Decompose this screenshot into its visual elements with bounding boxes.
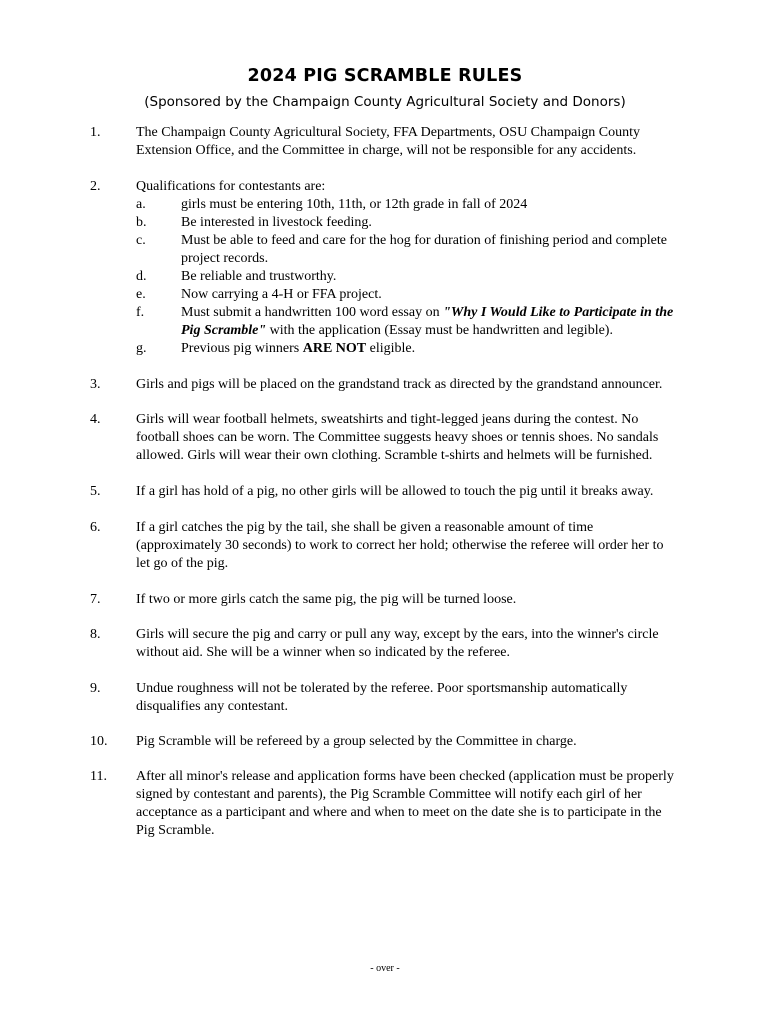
rule-number: 6. xyxy=(90,520,101,535)
rule-4 xyxy=(0,411,770,465)
rule-number: 8. xyxy=(90,627,101,642)
rule-text: Girls and pigs will be placed on the grandstand track as directed by the grandstand announcer. xyxy=(136,377,663,392)
essay-title-emphasis: "Why I Would Like to Participate in the Pig Scramble" xyxy=(181,305,674,338)
page-subtitle: (Sponsored by the Champaign County Agricultural Society and Donors) xyxy=(144,94,626,110)
rule-number: 2. xyxy=(90,179,101,194)
bold-emphasis: ARE NOT xyxy=(302,341,367,356)
rule-text: Girls will wear football helmets, sweatshirts and tight-legged jeans during the contest. No football shoes can be worn. The Committee suggests heavy shoes or tennis shoes. No sandals allowed. Girls will wear their own clothing. Scramble t-shirts and helmets will be furnished. xyxy=(136,412,659,463)
rule-number: 9. xyxy=(90,681,101,696)
item-text-after: eligible. xyxy=(366,341,416,356)
rule-text: If a girl has hold of a pig, no other girls will be allowed to touch the pig until it breaks away. xyxy=(136,484,654,499)
rule-10 xyxy=(0,733,770,751)
rule-text: Qualifications for contestants are: xyxy=(136,179,326,194)
item-text: Be interested in livestock feeding. xyxy=(181,215,372,230)
rule-5 xyxy=(0,483,770,501)
qualification-item xyxy=(136,304,681,340)
rule-number: 7. xyxy=(90,592,101,607)
item-text: girls must be entering 10th, 11th, or 12th grade in fall of 2024 xyxy=(181,197,528,212)
item-letter: d. xyxy=(136,269,147,284)
rule-11 xyxy=(0,768,770,840)
rule-number: 5. xyxy=(90,484,101,499)
qualification-item xyxy=(136,214,681,232)
rule-number: 1. xyxy=(90,125,101,140)
item-text: Now carrying a 4-H or FFA project. xyxy=(181,287,382,302)
rule-number: 4. xyxy=(90,412,101,427)
qualification-item xyxy=(136,286,681,304)
rule-number: 10. xyxy=(90,734,108,749)
item-text: Be reliable and trustworthy. xyxy=(181,269,337,284)
rule-1 xyxy=(0,124,770,160)
rule-text: Undue roughness will not be tolerated by the referee. Poor sportsmanship automatically disqualifies any contestant. xyxy=(136,681,628,714)
qualification-list xyxy=(136,196,681,358)
item-letter: c. xyxy=(136,233,146,248)
qualification-item xyxy=(136,268,681,286)
rules-list xyxy=(0,124,770,840)
rule-6 xyxy=(0,519,770,573)
item-text xyxy=(181,304,681,340)
page-title: 2024 PIG SCRAMBLE RULES xyxy=(247,66,523,86)
rule-7 xyxy=(0,591,770,609)
rule-number: 3. xyxy=(90,377,101,392)
rule-text: The Champaign County Agricultural Society, FFA Departments, OSU Champaign County Extension Office, and the Committee in charge, will not be responsible for any accidents. xyxy=(136,125,640,158)
rule-text: If a girl catches the pig by the tail, she shall be given a reasonable amount of time (approximately 30 seconds) to work to correct her hold; otherwise the referee will order her to let go of the pig. xyxy=(136,520,664,571)
rule-text: Girls will secure the pig and carry or pull any way, except by the ears, into the winner's circle without aid. She will be a winner when so indicated by the referee. xyxy=(136,627,659,660)
item-text: Must be able to feed and care for the hog for duration of finishing period and complete project records. xyxy=(181,233,667,266)
rule-9 xyxy=(0,680,770,716)
page-footer: - over - xyxy=(370,963,400,974)
qualification-item xyxy=(136,196,681,214)
item-text-before: Previous pig winners xyxy=(181,341,303,356)
rule-text: After all minor's release and application forms have been checked (application must be properly signed by contestant and parents), the Pig Scramble Committee will notify each girl of her acceptance as a participant and where and when to meet on the date she is to participate in the Pig Scramble. xyxy=(136,769,674,838)
rule-3 xyxy=(0,376,770,394)
item-text xyxy=(181,340,681,358)
qualification-item xyxy=(136,232,681,268)
rule-2 xyxy=(0,178,770,358)
item-text-after: with the application (Essay must be handwritten and legible). xyxy=(266,323,613,338)
item-letter: e. xyxy=(136,287,146,302)
item-letter: g. xyxy=(136,341,147,356)
rule-8 xyxy=(0,626,770,662)
item-letter: b. xyxy=(136,215,147,230)
item-letter: f. xyxy=(136,305,145,320)
qualification-item xyxy=(136,340,681,358)
rule-text: Pig Scramble will be refereed by a group selected by the Committee in charge. xyxy=(136,734,577,749)
rule-text: If two or more girls catch the same pig, the pig will be turned loose. xyxy=(136,592,517,607)
rule-number: 11. xyxy=(90,769,107,784)
item-text-before: Must submit a handwritten 100 word essay on xyxy=(181,305,444,320)
item-letter: a. xyxy=(136,197,146,212)
